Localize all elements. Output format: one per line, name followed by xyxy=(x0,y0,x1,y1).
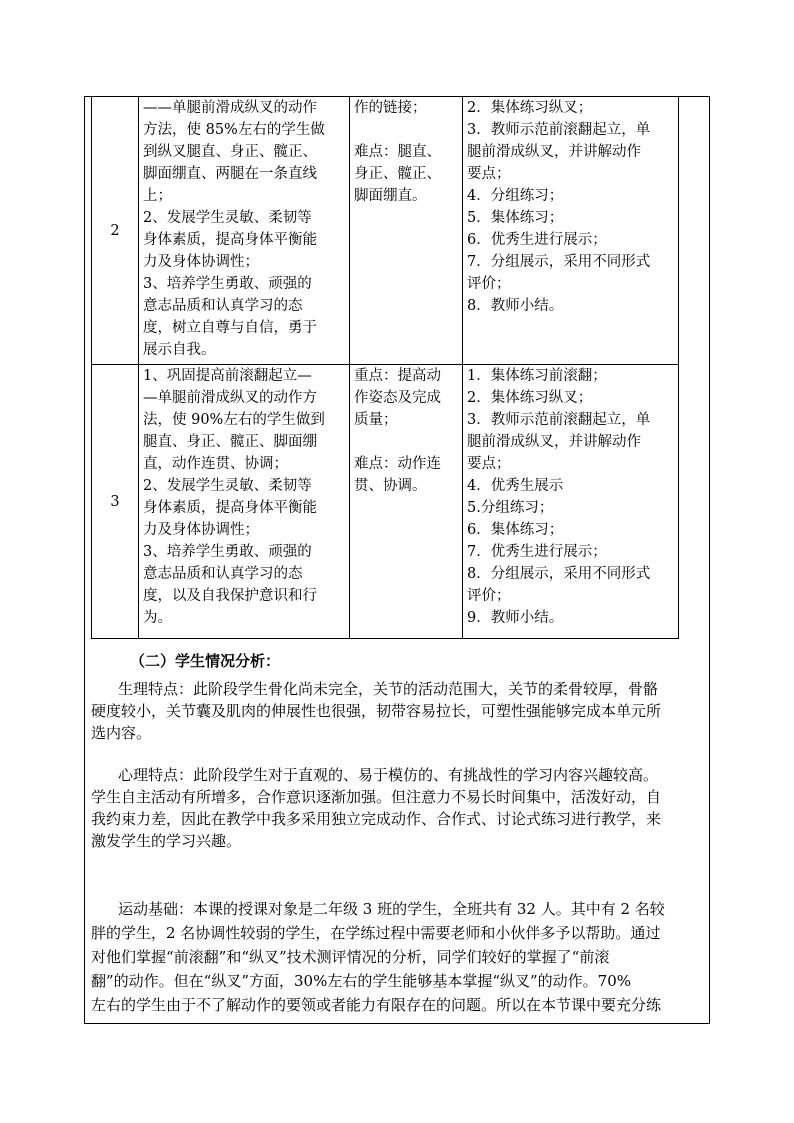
section-heading: （二）学生情况分析： xyxy=(130,652,281,670)
step-line: 4．优秀生展示 xyxy=(467,478,564,494)
spacer xyxy=(354,431,458,453)
unit-plan-table xyxy=(91,96,679,639)
goal-line: 3、培养学生勇敢、顽强的 xyxy=(143,544,312,560)
analysis-paragraph-line: 胖的学生，2 名协调性较弱的学生，在学练过程中需要老师和小伙伴多予以帮助。通过 xyxy=(91,924,661,942)
difficulty-line: 身正、髋正、 xyxy=(354,166,441,182)
step-line: 9．教师小结。 xyxy=(467,610,564,626)
difficulty-line: 脚面绷直。 xyxy=(354,188,427,204)
goal-line: 力及身体协调性； xyxy=(143,522,259,538)
difficulty-line: 难点：动作连 xyxy=(354,456,441,472)
goal-line: 到纵叉腿直、身正、髋正、 xyxy=(143,144,317,160)
teaching-goal-cell xyxy=(139,97,350,365)
goal-line: 上； xyxy=(143,188,172,204)
step-line: 8．教师小结。 xyxy=(467,298,564,314)
analysis-paragraph-line: 学生自主活动有所增多，合作意识逐渐加强。但注意力不易长时间集中，活泼好动，自 xyxy=(91,788,662,806)
goal-line: 脚面绷直、两腿在一条直线 xyxy=(143,166,317,182)
step-line: 4．分组练习； xyxy=(467,188,564,204)
table-row xyxy=(92,365,679,639)
key-difficulty-cell xyxy=(350,365,463,639)
key-point-line: 作姿态及完成 xyxy=(354,390,441,406)
table-row xyxy=(92,97,679,365)
key-point-line: 作的链接； xyxy=(354,100,427,116)
step-line: 腿前滑成纵叉，并讲解动作 xyxy=(467,434,641,450)
analysis-paragraph-line: 硬度较小，关节囊及肌肉的伸展性也很强，韧带容易拉长，可塑性强能够完成本单元所 xyxy=(91,702,662,720)
step-line: 2．集体练习纵叉； xyxy=(467,390,593,406)
goal-line: 1、巩固提高前滚翻起立— xyxy=(143,368,312,384)
step-line: 7．优秀生进行展示； xyxy=(467,544,607,560)
teaching-goal-cell xyxy=(139,365,350,639)
teaching-steps-cell xyxy=(463,365,679,639)
analysis-paragraph-line: 左右的学生由于不了解动作的要领或者能力有限存在的问题。所以在本节课中要充分练 xyxy=(91,996,662,1014)
goal-line: 意志品质和认真学习的态 xyxy=(143,566,303,582)
analysis-paragraph-line: 我约束力差，因此在教学中我多采用独立完成动作、合作式、讨论式练习进行教学，来 xyxy=(91,810,662,828)
analysis-paragraph-line: 生理特点：此阶段学生骨化尚未完全，关节的活动范围大，关节的柔骨较厚，骨骼 xyxy=(118,680,659,698)
goal-line: 身体素质，提高身体平衡能 xyxy=(143,232,317,248)
goal-line: 意志品质和认真学习的态 xyxy=(143,298,303,314)
spacer xyxy=(354,119,458,141)
goal-line: 直，动作连贯、协调； xyxy=(143,456,288,472)
step-line: 3．教师示范前滚翻起立，单 xyxy=(467,412,651,428)
goal-line: 3、培养学生勇敢、顽强的 xyxy=(143,276,312,292)
lesson-number: 3 xyxy=(92,365,139,639)
step-line: 5．集体练习； xyxy=(467,210,564,226)
goal-line: 度，以及自我保护意识和行 xyxy=(143,588,317,604)
goal-line: 展示自我。 xyxy=(143,342,216,358)
goal-line: 方法，使 85%左右的学生做 xyxy=(143,122,325,138)
step-line: 1．集体练习前滚翻； xyxy=(467,368,607,384)
goal-line: 腿直、身正、髋正、脚面绷 xyxy=(143,434,317,450)
step-line: 7．分组展示，采用不同形式 xyxy=(467,254,651,270)
analysis-paragraph-line: 选内容。 xyxy=(91,724,152,742)
goal-line: 2、发展学生灵敏、柔韧等 xyxy=(143,210,312,226)
step-line: 要点； xyxy=(467,456,511,472)
key-point-line: 质量； xyxy=(354,412,398,428)
goal-line: 2、发展学生灵敏、柔韧等 xyxy=(143,478,312,494)
key-difficulty-cell xyxy=(350,97,463,365)
step-line: 2．集体练习纵叉； xyxy=(467,100,593,116)
step-line: 6．优秀生进行展示； xyxy=(467,232,607,248)
goal-line: 力及身体协调性； xyxy=(143,254,259,270)
step-line: 评价； xyxy=(467,276,511,292)
goal-line: 度，树立自尊与自信，勇于 xyxy=(143,320,317,336)
step-line: 腿前滑成纵叉，并讲解动作 xyxy=(467,144,641,160)
goal-line: ——单腿前滑成纵叉的动作 xyxy=(143,100,317,116)
difficulty-line: 难点：腿直、 xyxy=(354,144,441,160)
analysis-paragraph-line: 对他们掌握“前滚翻”和“纵叉”技术测评情况的分析，同学们较好的掌握了“前滚 xyxy=(91,948,610,966)
step-line: 5.分组练习； xyxy=(467,500,554,516)
lesson-number: 2 xyxy=(92,97,139,365)
analysis-paragraph-line: 心理特点：此阶段学生对于直观的、易于模仿的、有挑战性的学习内容兴趣较高。 xyxy=(118,766,659,784)
teaching-steps-cell xyxy=(463,97,679,365)
analysis-paragraph-line: 翻”的动作。但在“纵叉”方面，30%左右的学生能够基本掌握“纵叉”的动作。70% xyxy=(91,972,632,990)
step-line: 3．教师示范前滚翻起立，单 xyxy=(467,122,651,138)
key-point-line: 重点：提高动 xyxy=(354,368,441,384)
goal-line: —单腿前滑成纵叉的动作方 xyxy=(143,390,317,406)
goal-line: 身体素质，提高身体平衡能 xyxy=(143,500,317,516)
step-line: 8．分组展示，采用不同形式 xyxy=(467,566,651,582)
difficulty-line: 贯、协调。 xyxy=(354,478,427,494)
step-line: 要点； xyxy=(467,166,511,182)
goal-line: 法，使 90%左右的学生做到 xyxy=(143,412,325,428)
goal-line: 为。 xyxy=(143,610,172,626)
step-line: 6．集体练习； xyxy=(467,522,564,538)
analysis-paragraph-line: 激发学生的学习兴趣。 xyxy=(91,832,242,850)
step-line: 评价； xyxy=(467,588,511,604)
analysis-paragraph-line: 运动基础：本课的授课对象是二年级 3 班的学生，全班共有 32 人。其中有 2 名较 xyxy=(118,900,665,918)
